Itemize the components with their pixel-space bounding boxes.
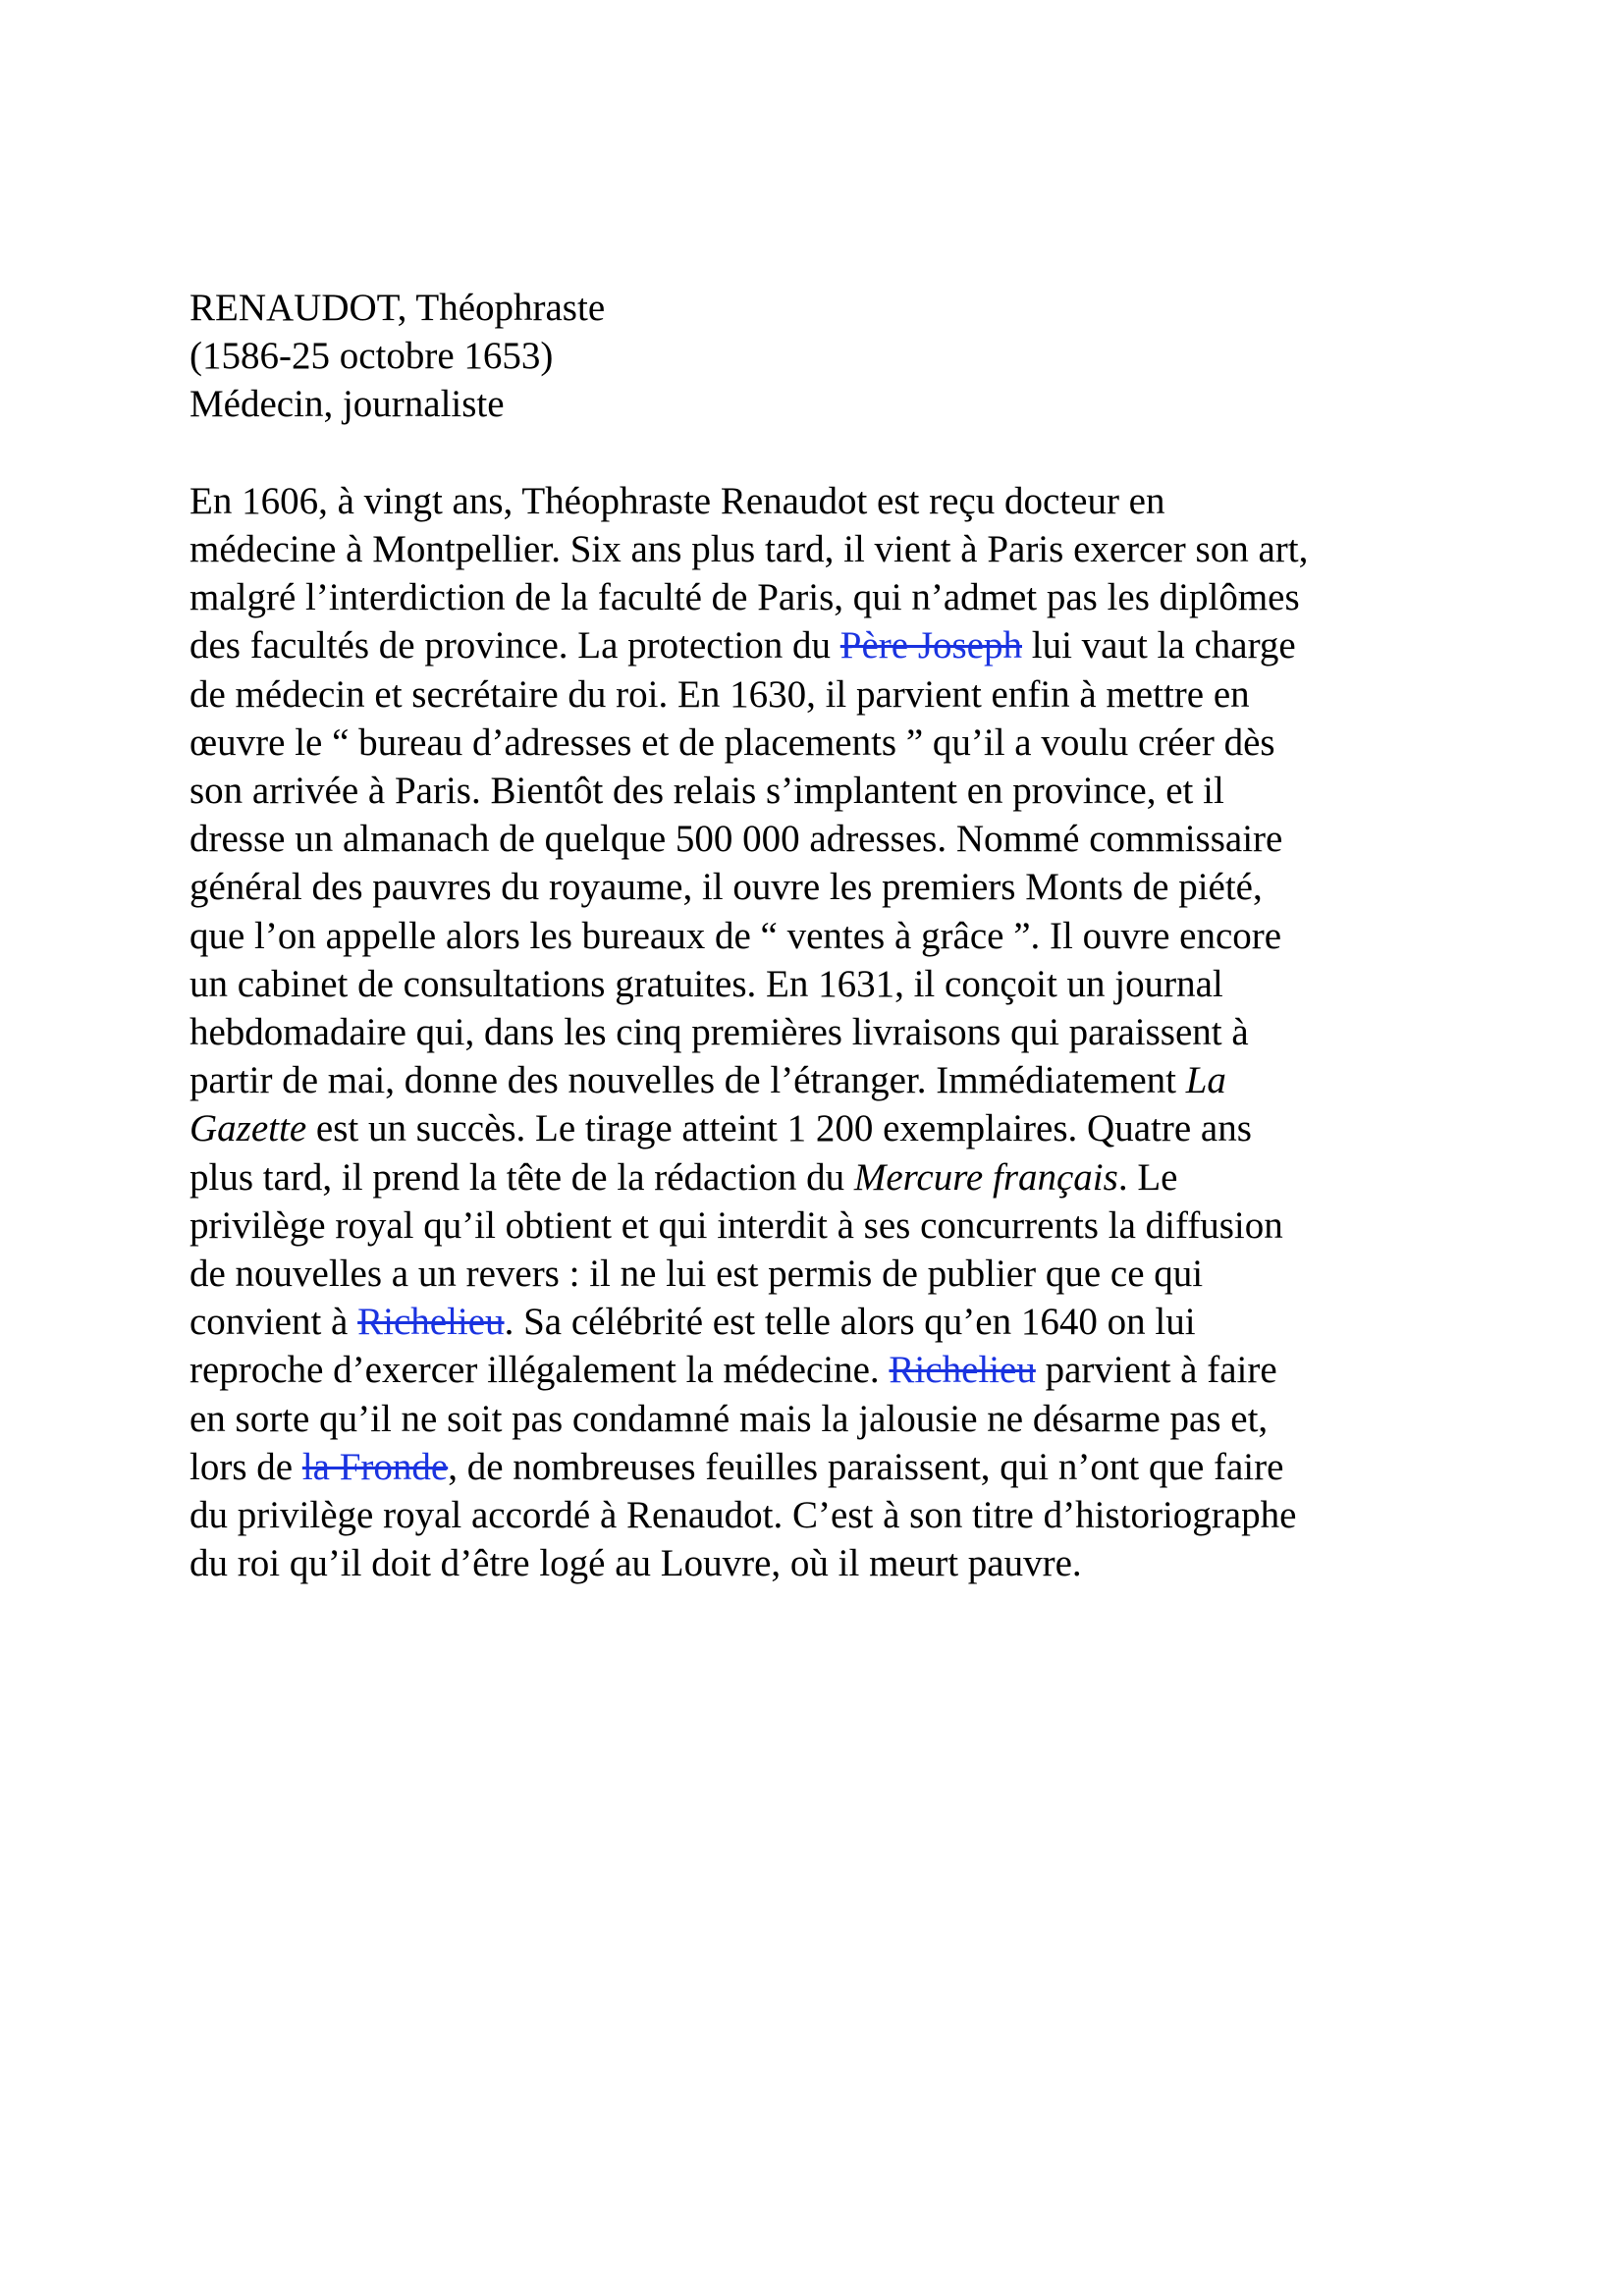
paragraph-line: œuvre le “ bureau d’adresses et de placements ” qu’il a voulu créer dès xyxy=(189,721,1275,764)
paragraph-line: de nouvelles a un revers : il ne lui est permis de publier que ce qui xyxy=(189,1253,1204,1296)
paragraph-line: hebdomadaire qui, dans les cinq premières livraisons qui paraissent à xyxy=(189,1011,1249,1054)
text-segment: parvient à faire xyxy=(1035,1349,1277,1392)
text-segment: partir de mai, donne des nouvelles de l’étranger. Immédiatement xyxy=(189,1059,1186,1102)
entry-dates: (1586-25 octobre 1653) xyxy=(189,335,554,378)
paragraph-line xyxy=(189,621,1466,669)
paragraph-line: son arrivée à Paris. Bientôt des relais s’implantent en province, et il xyxy=(189,770,1224,813)
link-la-fronde[interactable]: la Fronde xyxy=(301,1445,449,1488)
text-segment: lors de xyxy=(189,1445,302,1488)
paragraph-line: médecine à Montpellier. Six ans plus tard, il vient à Paris exercer son art, xyxy=(189,528,1309,570)
paragraph-line: de médecin et secrétaire du roi. En 1630, il parvient enfin à mettre en xyxy=(189,672,1250,716)
paragraph-line: privilège royal qu’il obtient et qui interdit à ses concurrents la diffusion xyxy=(189,1203,1283,1247)
paragraph-line: en sorte qu’il ne soit pas condamné mais la jalousie ne désarme pas et, xyxy=(189,1397,1269,1440)
paragraph-line xyxy=(189,1443,1466,1491)
text-segment: des facultés de province. La protection du xyxy=(189,624,840,667)
paragraph-line: du roi qu’il doit d’être logé au Louvre, où il meurt pauvre. xyxy=(189,1542,1082,1585)
link-pere-joseph[interactable]: Père Joseph xyxy=(839,624,1022,667)
text-segment: reproche d’exercer illégalement la médecine. xyxy=(189,1349,890,1392)
entry-header xyxy=(189,284,1466,429)
italic-title-mercure: Mercure français xyxy=(853,1155,1118,1199)
paragraph-line xyxy=(189,1346,1466,1394)
entry-occupation: Médecin, journaliste xyxy=(189,383,505,426)
paragraph-line: un cabinet de consultations gratuites. En 1631, il conçoit un journal xyxy=(189,962,1223,1005)
paragraph-line xyxy=(189,1104,1466,1152)
text-segment: . Sa célébrité est telle alors qu’en 1640 on lui xyxy=(504,1301,1196,1344)
text-segment: est un succès. Le tirage atteint 1 200 exemplaires. Quatre ans xyxy=(306,1107,1252,1150)
italic-title-gazette: Gazette xyxy=(189,1107,307,1150)
link-richelieu-2[interactable]: Richelieu xyxy=(889,1349,1036,1392)
text-segment: convient à xyxy=(189,1301,358,1344)
text-segment: lui vaut la charge xyxy=(1021,624,1296,667)
document-content xyxy=(189,284,1466,1587)
paragraph-line xyxy=(189,1056,1466,1104)
paragraph-line xyxy=(189,1298,1466,1346)
paragraph-line: général des pauvres du royaume, il ouvre les premiers Monts de piété, xyxy=(189,866,1263,909)
biography-paragraph xyxy=(189,477,1466,1588)
header-spacer xyxy=(189,429,1466,477)
text-segment: . Le xyxy=(1117,1155,1178,1199)
paragraph-line xyxy=(189,1153,1466,1201)
text-segment: , de nombreuses feuilles paraissent, qui n’ont que faire xyxy=(448,1445,1284,1488)
text-segment: plus tard, il prend la tête de la rédaction du xyxy=(189,1155,854,1199)
paragraph-line: malgré l’interdiction de la faculté de Paris, qui n’admet pas les diplômes xyxy=(189,576,1300,619)
paragraph-line: dresse un almanach de quelque 500 000 adresses. Nommé commissaire xyxy=(189,818,1283,861)
paragraph-line: que l’on appelle alors les bureaux de “ ventes à grâce ”. Il ouvre encore xyxy=(189,914,1282,957)
italic-title-la: La xyxy=(1185,1059,1226,1102)
entry-name: RENAUDOT, Théophraste xyxy=(189,287,606,329)
link-richelieu-1[interactable]: Richelieu xyxy=(357,1301,505,1344)
paragraph-line: En 1606, à vingt ans, Théophraste Renaudot est reçu docteur en xyxy=(189,479,1165,522)
paragraph-line: du privilège royal accordé à Renaudot. C’est à son titre d’historiographe xyxy=(189,1494,1297,1537)
